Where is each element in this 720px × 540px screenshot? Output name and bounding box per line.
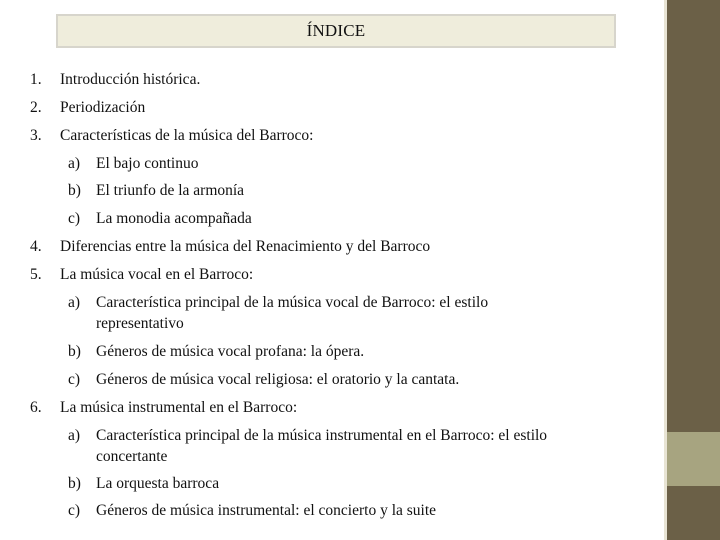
sub-list-item-text: Géneros de música instrumental: el concierto y la suite (96, 502, 437, 519)
list-item-number: 2. (30, 99, 42, 116)
sub-list-item-text: Géneros de música vocal religiosa: el oratorio y la cantata. (96, 371, 460, 388)
title-box (56, 14, 616, 48)
sub-list-item-letter: a) (68, 427, 81, 444)
sub-list-item-text: El triunfo de la armonía (96, 182, 245, 199)
list-item-text: La música instrumental en el Barroco: (60, 399, 298, 416)
list-item-text: Diferencias entre la música del Renacimiento y del Barroco (60, 238, 431, 255)
sub-list-item-text: El bajo continuo (96, 155, 199, 172)
sub-list-item-text: Géneros de música vocal profana: la ópera. (96, 343, 365, 360)
page-title: ÍNDICE (306, 21, 366, 40)
list-item-number: 1. (30, 71, 42, 88)
list-item-text: Características de la música del Barroco: (60, 127, 314, 144)
sub-list-item-text-continued: representativo (96, 315, 184, 332)
sub-list-item-letter: b) (68, 343, 81, 360)
sub-list-item-letter: a) (68, 294, 81, 311)
sub-list-item-letter: b) (68, 475, 81, 492)
sub-list-item-text: La monodia acompañada (96, 210, 252, 227)
sub-list-item-letter: b) (68, 182, 81, 199)
list-item-number: 3. (30, 127, 42, 144)
sub-list-item-letter: c) (68, 502, 81, 519)
decorative-band-light (667, 432, 720, 486)
sub-list-item-text: Característica principal de la música instrumental en el Barroco: el estilo (96, 427, 548, 444)
sub-list-item-letter: c) (68, 210, 81, 227)
list-item-number: 5. (30, 266, 42, 283)
list-item-number: 4. (30, 238, 42, 255)
list-item-text: Introducción histórica. (60, 71, 201, 88)
sub-list-item-text-continued: concertante (96, 448, 168, 465)
decorative-band-dark (667, 0, 720, 432)
decorative-band-dark-bottom (667, 486, 720, 540)
sub-list-item-letter: c) (68, 371, 81, 388)
list-item-text: Periodización (60, 99, 146, 116)
sub-list-item-text: Característica principal de la música vocal de Barroco: el estilo (96, 294, 489, 311)
sub-list-item-letter: a) (68, 155, 81, 172)
list-item-number: 6. (30, 399, 42, 416)
sub-list-item-text: La orquesta barroca (96, 475, 220, 492)
list-item-text: La música vocal en el Barroco: (60, 266, 254, 283)
